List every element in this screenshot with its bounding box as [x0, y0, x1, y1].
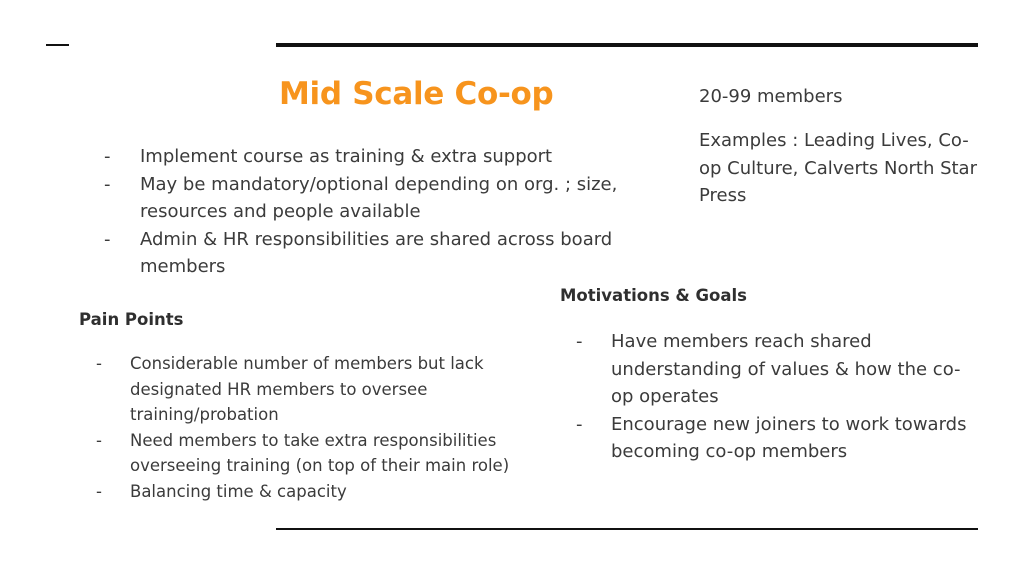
- dash-bullet: -: [104, 146, 111, 167]
- dash-bullet: -: [104, 173, 111, 195]
- list-item-text: May be mandatory/optional depending on org. ; size, resources and people available: [140, 173, 618, 222]
- list-item: [96, 479, 556, 505]
- list-item: [576, 328, 976, 411]
- list-item-text: Balancing time & capacity: [130, 481, 347, 501]
- top-divider: [276, 43, 978, 47]
- list-item: [104, 171, 664, 226]
- dash-bullet: -: [96, 481, 102, 501]
- list-item-text: Admin & HR responsibilities are shared across board members: [140, 228, 613, 277]
- bottom-divider: [276, 528, 978, 530]
- dash-bullet: -: [96, 430, 102, 450]
- list-item: [96, 428, 556, 479]
- pain-points-list: [96, 351, 556, 504]
- list-item: [576, 411, 976, 466]
- list-item: [104, 226, 664, 281]
- pain-points-heading: Pain Points: [79, 310, 184, 329]
- corner-divider: [46, 44, 69, 46]
- dash-bullet: -: [576, 413, 583, 435]
- list-item-text: Implement course as training & extra support: [140, 146, 553, 167]
- list-item-text: Encourage new joiners to work towards becoming co-op members: [611, 413, 967, 462]
- examples-text: Examples : Leading Lives, Co-op Culture, Calverts North Star Press: [699, 130, 977, 206]
- dash-bullet: -: [104, 228, 111, 250]
- list-item-text: Have members reach shared understanding of values & how the co-op operates: [611, 331, 961, 407]
- motivations-heading: Motivations & Goals: [560, 286, 748, 305]
- list-item: [96, 351, 556, 428]
- list-item: [104, 143, 664, 171]
- list-item-text: Need members to take extra responsibilities overseeing training (on top of their main role): [130, 430, 510, 475]
- slide-title: Mid Scale Co-op: [279, 76, 554, 112]
- dash-bullet: -: [576, 331, 583, 352]
- intro-list: [104, 143, 664, 281]
- motivations-list: [576, 328, 976, 466]
- list-item-text: Considerable number of members but lack designated HR members to oversee training/probation: [130, 354, 484, 424]
- dash-bullet: -: [96, 354, 102, 373]
- members-count: 20-99 members: [699, 86, 843, 107]
